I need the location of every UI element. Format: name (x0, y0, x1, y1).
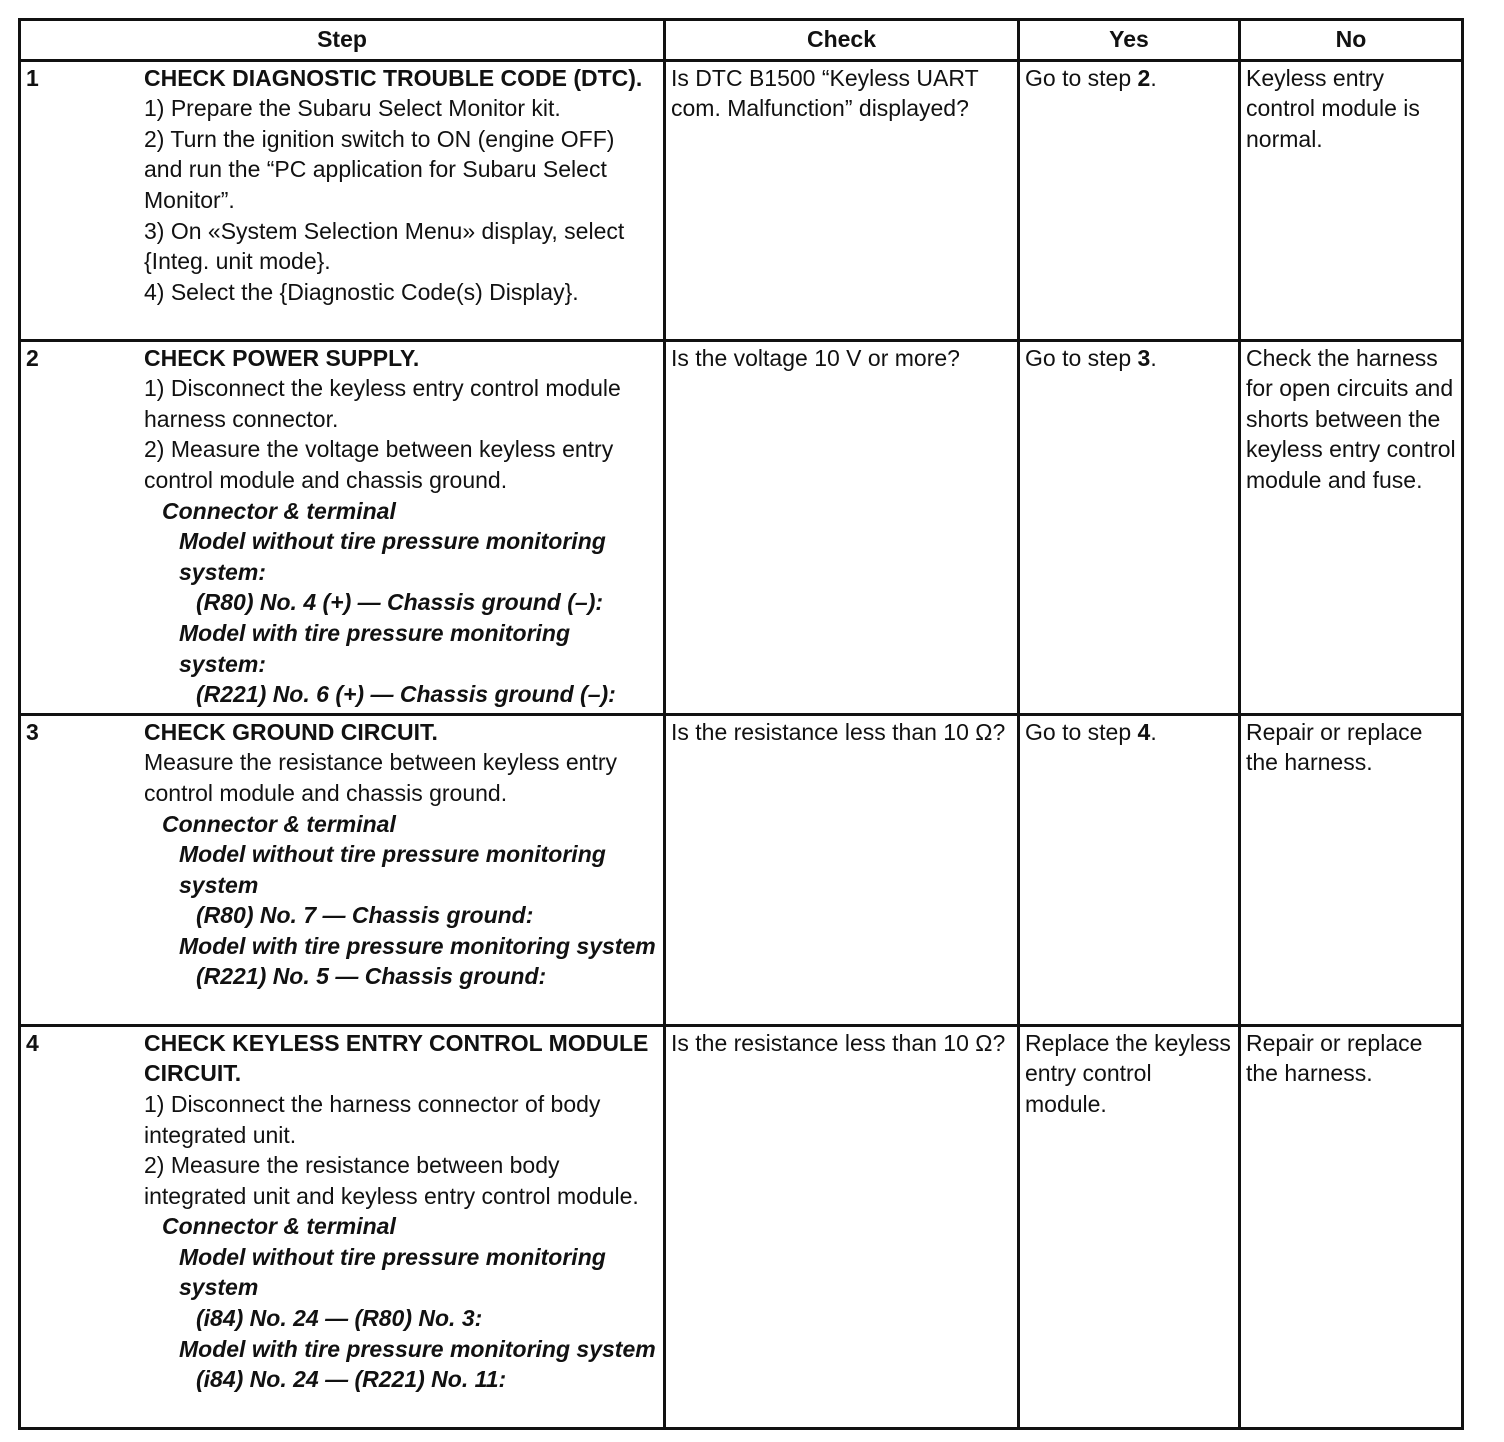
model-with-tpms: Model with tire pressure monitoring system (179, 932, 656, 959)
no-cell: Check the harness for open circuits and shorts between the keyless entry control module and fuse. (1240, 340, 1463, 714)
model-without-tpms: Model without tire pressure monitoring system (179, 841, 606, 898)
step-instruction: 3) On «System Selection Menu» display, select {Integ. unit mode}. (144, 217, 625, 275)
step-instruction: 2) Measure the voltage between keyless entry control module and chassis ground. (144, 436, 614, 493)
yes-suffix: . (1150, 718, 1157, 745)
model-with-tpms: Model with tire pressure monitoring system (179, 1335, 656, 1362)
table-row (20, 340, 1463, 714)
connector-terminal-label: Connector & terminal (162, 1213, 396, 1240)
table-header-row (20, 20, 1463, 61)
yes-step-number: 4 (1137, 718, 1151, 745)
yes-cell (1019, 340, 1240, 714)
connector-terminal-label: Connector & terminal (162, 497, 396, 524)
check-cell: Is the voltage 10 V or more? (665, 340, 1019, 714)
no-cell: Repair or replace the harness. (1240, 714, 1463, 1025)
table-row (20, 60, 1463, 340)
step-number: 4 (26, 1029, 39, 1056)
step-number: 2 (26, 344, 39, 371)
diagnostic-table (18, 18, 1464, 1430)
step-title: CHECK DIAGNOSTIC TROUBLE CODE (DTC). (144, 64, 643, 91)
terminal-spec: (R221) No. 5 — Chassis ground: (196, 963, 547, 990)
step-number: 1 (26, 64, 39, 91)
step-cell (20, 1025, 665, 1428)
step-instruction: 1) Disconnect the keyless entry control module harness connector. (144, 375, 621, 432)
step-instruction: Measure the resistance between keyless entry control module and chassis ground. (144, 749, 618, 806)
no-cell: Keyless entry control module is normal. (1240, 60, 1463, 340)
yes-step-number: 2 (1137, 64, 1151, 91)
step-title: CHECK KEYLESS ENTRY CONTROL MODULE CIRCUIT. (144, 1029, 649, 1087)
terminal-spec: (i84) No. 24 — (R221) No. 11: (196, 1366, 507, 1393)
terminal-spec: (i84) No. 24 — (R80) No. 3: (196, 1305, 483, 1332)
header-no: No (1240, 20, 1463, 61)
step-title: CHECK POWER SUPPLY. (144, 344, 420, 371)
connector-terminal-label: Connector & terminal (162, 810, 396, 837)
yes-cell (1019, 60, 1240, 340)
check-cell: Is the resistance less than 10 Ω? (665, 714, 1019, 1025)
terminal-spec: (R221) No. 6 (+) — Chassis ground (–): (196, 681, 616, 708)
step-instruction: 4) Select the {Diagnostic Code(s) Display}. (144, 278, 579, 305)
header-yes: Yes (1019, 20, 1240, 61)
no-cell: Repair or replace the harness. (1240, 1025, 1463, 1428)
model-without-tpms: Model without tire pressure monitoring system (179, 1243, 606, 1301)
yes-text: Go to step (1025, 344, 1138, 371)
model-without-tpms: Model without tire pressure monitoring system: (179, 528, 606, 585)
yes-suffix: . (1150, 64, 1157, 91)
header-check: Check (665, 20, 1019, 61)
step-cell (20, 340, 665, 714)
check-cell: Is DTC B1500 “Keyless UART com. Malfunction” displayed? (665, 60, 1019, 340)
step-instruction: 1) Prepare the Subaru Select Monitor kit. (144, 95, 561, 122)
yes-step-number: 3 (1137, 344, 1151, 371)
yes-suffix: . (1150, 344, 1157, 371)
yes-text: Go to step (1025, 718, 1138, 745)
yes-text: Go to step (1025, 64, 1138, 91)
terminal-spec: (R80) No. 7 — Chassis ground: (196, 902, 534, 929)
table-row (20, 714, 1463, 1025)
model-with-tpms: Model with tire pressure monitoring system: (179, 619, 571, 677)
step-instruction: 2) Turn the ignition switch to ON (engine OFF) and run the “PC application for Subaru Select Monitor”. (144, 125, 615, 213)
header-step: Step (20, 20, 665, 61)
step-number: 3 (26, 718, 39, 745)
step-instruction: 2) Measure the resistance between body integrated unit and keyless entry control module. (144, 1152, 639, 1209)
yes-cell (1019, 714, 1240, 1025)
step-title: CHECK GROUND CIRCUIT. (144, 718, 438, 745)
step-cell (20, 714, 665, 1025)
step-instruction: 1) Disconnect the harness connector of body integrated unit. (144, 1090, 601, 1148)
step-cell (20, 60, 665, 340)
yes-cell: Replace the keyless entry control module. (1019, 1025, 1240, 1428)
terminal-spec: (R80) No. 4 (+) — Chassis ground (–): (196, 589, 604, 616)
check-cell: Is the resistance less than 10 Ω? (665, 1025, 1019, 1428)
table-row (20, 1025, 1463, 1428)
